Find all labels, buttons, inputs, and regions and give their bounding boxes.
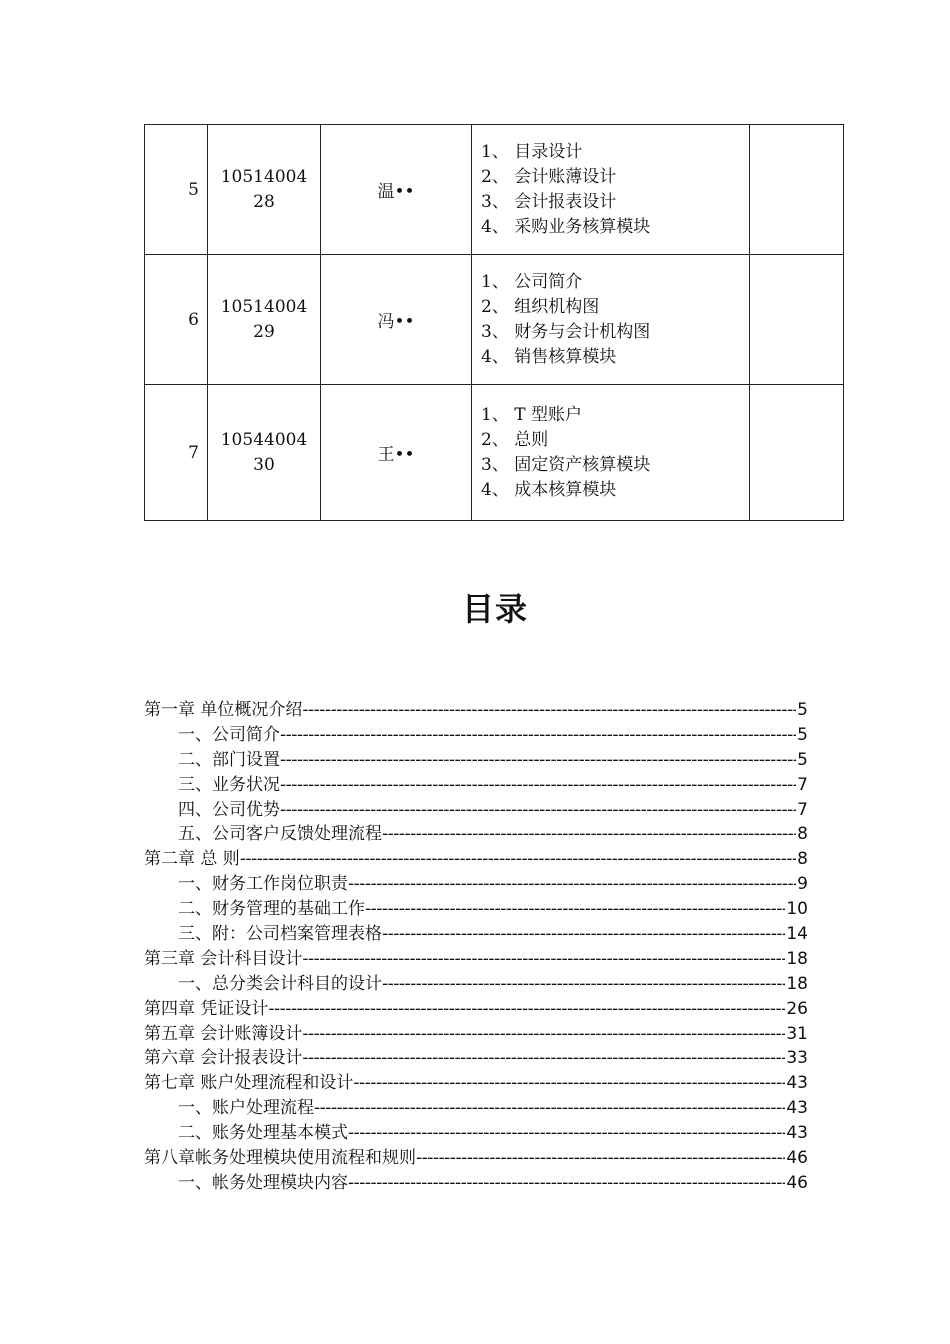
toc-leader [314,1096,785,1121]
toc-entry-text: 二、部门设置 [178,749,280,770]
task-list [472,385,750,521]
toc-entry[interactable] [144,698,808,723]
toc-page-number: 43 [786,1073,808,1094]
toc-leader [268,997,785,1022]
student-id-cell [208,255,321,385]
toc-entry[interactable] [144,947,808,972]
toc-entry-text: 三、业务状况 [178,774,280,795]
task-item: 1、 公司简介 [481,271,583,292]
toc-entry[interactable] [144,1071,808,1096]
toc-entry[interactable] [144,897,808,922]
toc-leader [280,773,796,798]
toc-entry[interactable] [144,847,808,872]
member-task-table [144,124,844,521]
toc-entry[interactable] [144,1146,808,1171]
toc-leader [280,798,796,823]
task-item: 3、 固定资产核算模块 [481,454,651,475]
toc-entry-text: 第四章 凭证设计 [144,998,269,1019]
student-id: 1051400428 [220,166,308,212]
toc-entry-text: 第一章 单位概况介绍 [144,700,303,720]
student-id-cell [208,385,321,521]
toc-entry[interactable] [144,748,808,773]
toc-page-number: 9 [797,874,808,895]
toc-entry[interactable] [144,972,808,997]
blank-cell [750,255,844,385]
toc-page-number: 8 [797,849,808,870]
toc-leader [302,947,785,972]
toc-entry-text: 第五章 会计账簿设计 [144,1023,303,1044]
toc-entry-text: 一、公司简介 [178,724,280,745]
toc-page-number: 7 [797,799,808,820]
task-item: 1、 T 型账户 [481,404,582,425]
toc-page-number: 14 [786,924,808,945]
task-item: 2、 总则 [481,429,549,450]
toc-page-number: 18 [786,948,808,969]
task-item: 2、 会计账薄设计 [481,166,617,187]
toc-page-number: 26 [786,998,808,1019]
toc-entry[interactable] [144,822,808,847]
toc-entry[interactable] [144,1096,808,1121]
toc-leader [382,822,796,847]
toc-leader [353,1071,785,1096]
task-item: 2、 组织机构图 [481,296,600,317]
row-number: 6 [145,255,208,385]
table-row [145,255,844,385]
toc-leader [382,972,785,997]
toc-page-number: 10 [786,899,808,920]
toc-entry[interactable] [144,872,808,897]
toc-entry[interactable] [144,1022,808,1047]
toc-entry-text: 一、帐务处理模块内容 [178,1172,348,1193]
member-name: 王•• [321,385,472,521]
table-row [145,125,844,255]
task-item: 1、 目录设计 [481,141,583,162]
toc-entry[interactable] [144,1121,808,1146]
toc-entry[interactable] [144,1046,808,1071]
toc-entry[interactable] [144,922,808,947]
task-item: 4、 采购业务核算模块 [481,216,651,237]
toc-entry-text: 第二章 总 则 [144,849,240,870]
member-name: 温•• [321,125,472,255]
toc-leader [302,698,796,723]
toc-entry[interactable] [144,798,808,823]
toc-page-number: 7 [797,774,808,795]
toc-entry[interactable] [144,997,808,1022]
blank-cell [750,125,844,255]
toc-page-number: 5 [797,700,808,720]
toc-page-number: 46 [786,1172,808,1193]
student-id-cell [208,125,321,255]
toc-entry-text: 第六章 会计报表设计 [144,1048,303,1069]
toc-page-number: 5 [797,749,808,770]
toc-entry-text: 二、财务管理的基础工作 [178,899,365,920]
toc-leader [280,723,796,748]
toc-page-number: 43 [786,1098,808,1119]
blank-cell [750,385,844,521]
toc-entry-text: 一、财务工作岗位职责 [178,874,348,895]
toc-entry-text: 第七章 账户处理流程和设计 [144,1073,354,1094]
toc-leader [416,1146,785,1171]
task-item: 4、 成本核算模块 [481,479,617,500]
toc-leader [280,748,796,773]
toc-leader [365,897,785,922]
table-row [145,385,844,521]
toc-leader [240,847,796,872]
row-number: 5 [145,125,208,255]
toc-entry[interactable] [144,723,808,748]
toc-entry-text: 第八章帐务处理模块使用流程和规则 [144,1148,416,1169]
toc-entry-text: 三、附：公司档案管理表格 [178,924,382,945]
toc-entry-text: 二、账务处理基本模式 [178,1123,348,1144]
task-list [472,255,750,385]
table-of-contents [144,698,808,1196]
toc-page-number: 8 [797,824,808,845]
toc-entry-text: 五、公司客户反馈处理流程 [178,824,382,845]
toc-entry[interactable] [144,773,808,798]
task-item: 3、 会计报表设计 [481,191,617,212]
toc-leader [348,872,796,897]
toc-page-number: 43 [786,1123,808,1144]
toc-leader [302,1046,785,1071]
toc-leader [302,1022,785,1047]
task-list [472,125,750,255]
student-id: 1054400430 [220,429,308,475]
toc-page-number: 18 [786,973,808,994]
toc-entry-text: 一、账户处理流程 [178,1098,314,1119]
toc-leader [348,1121,785,1146]
toc-title: 目录 [461,590,528,628]
toc-leader [348,1171,785,1196]
toc-leader [382,922,785,947]
toc-page-number: 31 [786,1023,808,1044]
row-number: 7 [145,385,208,521]
task-item: 3、 财务与会计机构图 [481,321,651,342]
toc-entry-text: 一、总分类会计科目的设计 [178,973,382,994]
toc-page-number: 33 [786,1048,808,1069]
toc-page-number: 46 [786,1148,808,1169]
member-name: 冯•• [321,255,472,385]
toc-entry-text: 四、公司优势 [178,799,280,820]
toc-entry[interactable] [144,1171,808,1196]
task-item: 4、 销售核算模块 [481,346,617,367]
student-id: 1051400429 [220,296,308,342]
toc-page-number: 5 [797,724,808,745]
toc-entry-text: 第三章 会计科目设计 [144,948,303,969]
